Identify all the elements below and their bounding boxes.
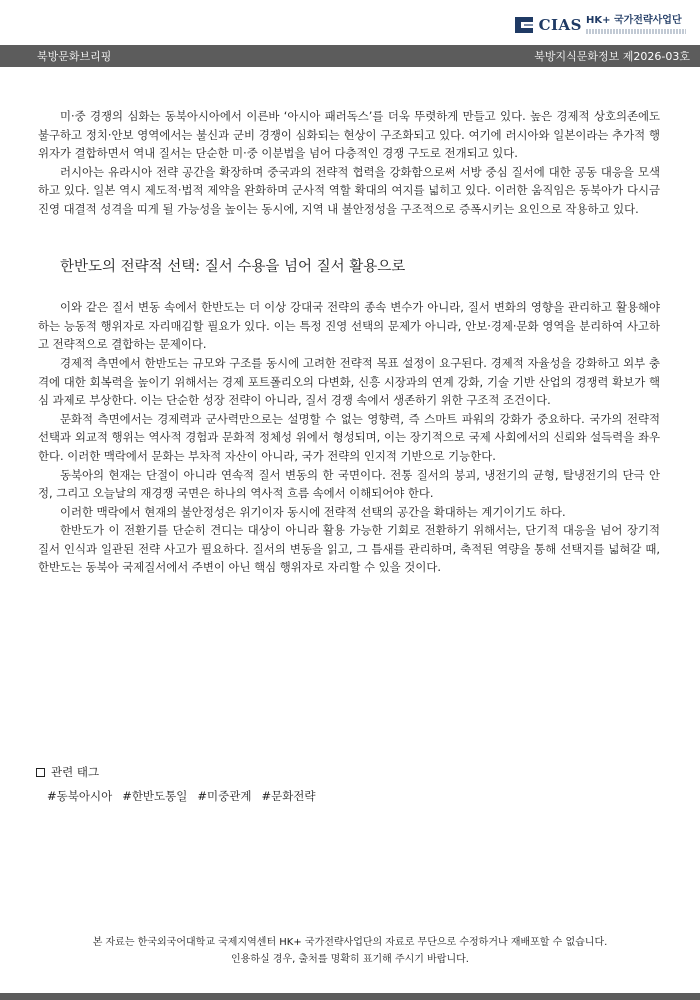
logo-org-name: HK+ 국가전략사업단	[586, 15, 682, 26]
footer-notice-line: 인용하실 경우, 출처를 명확히 표기해 주시기 바랍니다.	[231, 954, 469, 965]
section-paragraph: 동북아의 현재는 단절이 아니라 연속적 질서 변동의 한 국면이다. 전통 질서의 붕괴, 냉전기의 균형, 탈냉전기의 단극 안정, 그리고 오늘날의 재경쟁 국면은 하나의 역사적 흐름 속에서 이해되어야 한다.	[38, 467, 660, 501]
logo-subtitle-decoration	[586, 29, 686, 34]
footer-notice-line: 본 자료는 한국외국어대학교 국제지역센터 HK+ 국가전략사업단의 자료로 무단으로 수정하거나 재배포할 수 없습니다.	[92, 937, 608, 948]
tag-link[interactable]: #한반도통일	[122, 789, 188, 803]
header-logo	[513, 10, 686, 40]
tag-link[interactable]: #미중관계	[197, 789, 252, 803]
section-title: 한반도의 전략적 선택: 질서 수용을 넘어 질서 활용으로	[60, 258, 406, 275]
tags-list	[47, 788, 316, 804]
related-tags	[36, 764, 316, 804]
section-paragraph: 이러한 맥락에서 현재의 불안정성은 위기이자 동시에 전략적 선택의 공간을 확대하는 계기이기도 하다.	[60, 504, 566, 519]
issue-number-label: 북방지식문화정보 제2026-03호	[534, 50, 690, 63]
logo-cias-text: CIAS	[538, 16, 582, 34]
intro-paragraph: 러시아는 유라시아 전략 공간을 확장하며 중국과의 전략적 협력을 강화함으로써 서방 중심 질서에 대한 공동 대응을 모색하고 있다. 일본 역시 제도적·법적 제약을 완화하며 군사적 역할 확대의 여지를 넓히고 있다. 이러한 움직임은 동북아가 다시금 진영 대결적 성격을 띠게 될 가능성을 높이는 동시에, 지역 내 불안정성을 구조적으로 증폭시키는 요인으로 작용하고 있다.	[38, 164, 660, 216]
intro-paragraph: 미·중 경쟁의 심화는 동북아시아에서 이른바 ‘아시아 패러독스’를 더욱 뚜렷하게 만들고 있다. 높은 경제적 상호의존에도 불구하고 정치·안보 영역에서는 불신과 군비 경쟁이 심화되는 현상이 구조화되고 있다. 여기에 러시아와 일본이라는 추가적 행위자가 결합하면서 역내 질서는 단순한 미·중 이분법을 넘어 다층적인 경쟁 구도로 전개되고 있다.	[38, 109, 660, 161]
strategy-section	[38, 298, 660, 577]
tags-heading: 관련 태그	[51, 765, 100, 779]
checkbox-square-icon	[36, 768, 45, 777]
section-paragraph: 이와 같은 질서 변동 속에서 한반도는 더 이상 강대국 전략의 종속 변수가 아니라, 질서 변화의 영향을 관리하고 활용해야 하는 능동적 행위자로 자리매김할 필요가 있다. 이는 특정 진영 선택의 문제가 아니라, 안보·경제·문화 영역을 분리하여 사고하고 전략적으로 결합하는 문제이다.	[38, 300, 660, 352]
article-body	[38, 107, 660, 577]
tag-link[interactable]: #문화전략	[261, 789, 316, 803]
section-paragraph: 문화적 측면에서는 경제력과 군사력만으로는 설명할 수 없는 영향력, 즉 스마트 파워의 강화가 중요하다. 국가의 전략적 선택과 외교적 행위는 역사적 경험과 문화적 정체성 위에서 형성되며, 이는 장기적으로 국제 사회에서의 신뢰와 설득력을 좌우한다. 이러한 맥락에서 문화는 부차적 자산이 아니라, 국가 전략의 인지적 기반으로 기능한다.	[38, 411, 660, 463]
header-band	[0, 45, 700, 67]
footer-bar	[0, 993, 700, 1000]
publication-series-label: 북방문화브리핑	[37, 50, 112, 63]
section-paragraph: 한반도가 이 전환기를 단순히 견디는 대상이 아니라 활용 가능한 기회로 전환하기 위해서는, 단기적 대응을 넘어 장기적 질서 인식과 일관된 전략 사고가 필요하다. 질서의 변동을 읽고, 그 틈새를 관리하며, 축적된 역량을 통해 선택지를 넓혀갈 때, 한반도는 동북아 국제질서에서 주변이 아닌 핵심 행위자로 자리할 수 있을 것이다.	[38, 523, 660, 575]
intro-section	[38, 107, 660, 219]
tag-link[interactable]: #동북아시아	[47, 789, 113, 803]
footer-notice	[0, 934, 700, 968]
logo-mark-icon	[513, 14, 535, 36]
section-paragraph: 경제적 측면에서 한반도는 규모와 구조를 동시에 고려한 전략적 목표 설정이 요구된다. 경제적 자율성을 강화하고 외부 충격에 대한 회복력을 높이기 위해서는 경제 포트폴리오의 다변화, 신흥 시장과의 연계 강화, 기술 기반 산업의 경쟁력 확보가 핵심 과제로 부상한다. 이는 단순한 성장 전략이 아니라, 질서 경쟁 속에서 생존하기 위한 구조적 조건이다.	[38, 355, 660, 408]
